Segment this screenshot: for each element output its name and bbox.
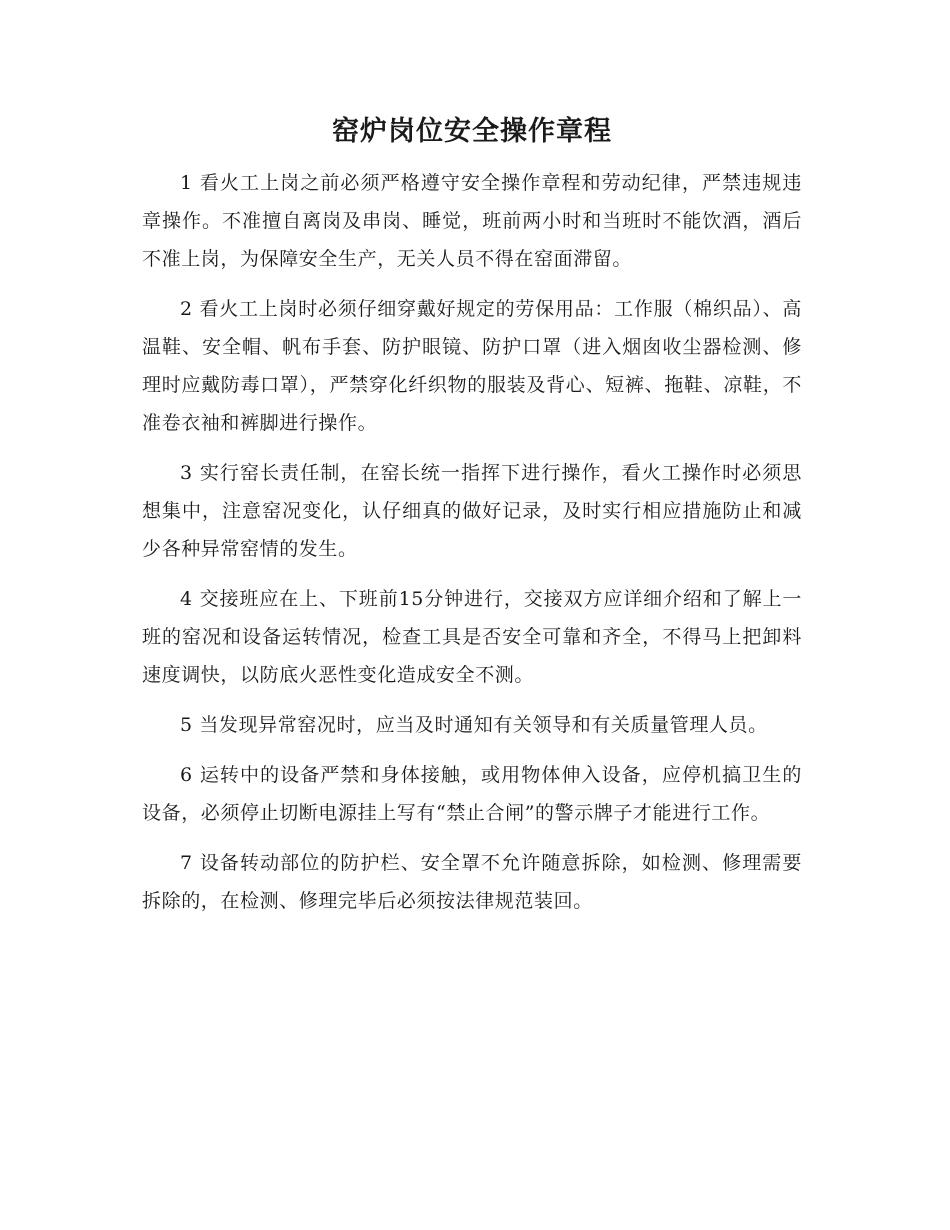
document-title: 窑炉岗位安全操作章程 — [332, 116, 612, 147]
document-page — [142, 112, 802, 932]
paragraph-4: 4 交接班应在上、下班前15分钟进行，交接双方应详细介绍和了解上一班的窑况和设备运转情况，检查工具是否安全可靠和齐全，不得马上把卸料速度调快，以防底火恶性变化造成安全不测。 — [142, 588, 802, 686]
paragraph-3: 3 实行窑长责任制，在窑长统一指挥下进行操作，看火工操作时必须思想集中，注意窑况变化，认仔细真的做好记录，及时实行相应措施防止和减少各种异常窑情的发生。 — [142, 462, 802, 560]
paragraph-5: 5 当发现异常窑况时，应当及时通知有关领导和有关质量管理人员。 — [180, 714, 768, 736]
paragraph-1: 1 看火工上岗之前必须严格遵守安全操作章程和劳动纪律，严禁违规违章操作。不准擅自离岗及串岗、睡觉，班前两小时和当班时不能饮酒，酒后不准上岗，为保障安全生产，无关人员不得在窑面滞留。 — [142, 172, 802, 270]
paragraph-7: 7 设备转动部位的防护栏、安全罩不允许随意拆除，如检测、修理需要拆除的，在检测、修理完毕后必须按法律规范装回。 — [142, 852, 802, 912]
paragraph-6: 6 运转中的设备严禁和身体接触，或用物体伸入设备，应停机搞卫生的设备，必须停止切断电源挂上写有“禁止合闸”的警示牌子才能进行工作。 — [142, 764, 802, 824]
paragraph-2: 2 看火工上岗时必须仔细穿戴好规定的劳保用品：工作服（棉织品）、高温鞋、安全帽、帆布手套、防护眼镜、防护口罩（进入烟囱收尘器检测、修理时应戴防毒口罩），严禁穿化纤织物的服装及背心、短裤、拖鞋、凉鞋，不准卷衣袖和裤脚进行操作。 — [142, 298, 802, 434]
